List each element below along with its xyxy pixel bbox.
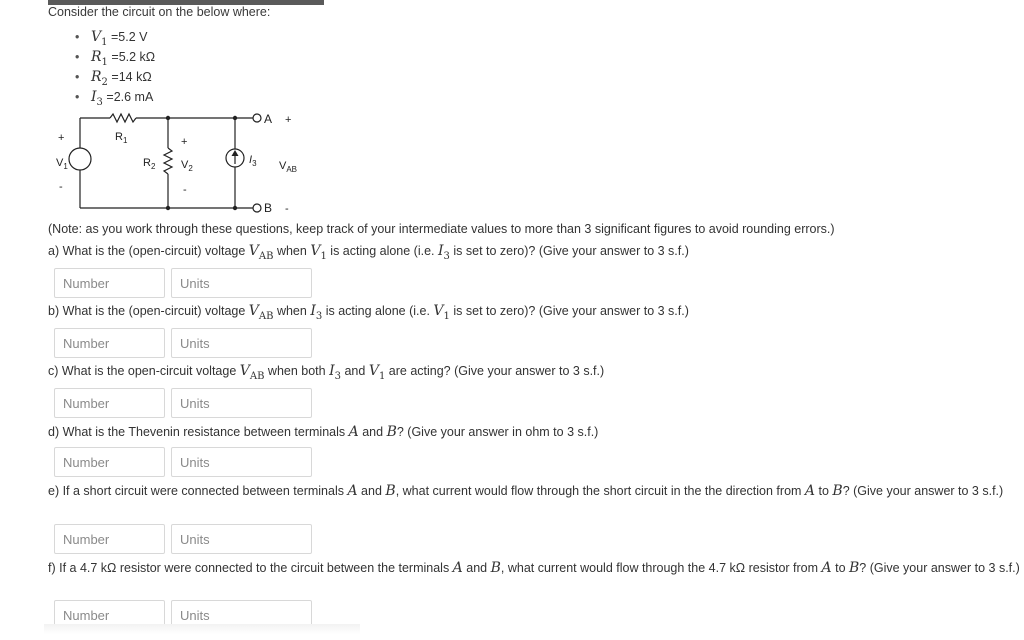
answer-d-units-input[interactable] <box>171 447 312 477</box>
v2-minus-sign: - <box>183 184 187 196</box>
answer-d <box>54 447 312 477</box>
terminal-a-label: A <box>264 112 273 126</box>
circuit-diagram <box>48 108 308 220</box>
question-b: b) What is the (open-circuit) voltage $V_{AB}$ when $I_3$ is acting alone (i.e. $V_1$ is set to zero)? (Give your answer to 3 s.f.) <box>48 303 689 322</box>
answer-e <box>54 524 312 554</box>
parameter-list <box>75 27 155 107</box>
answer-a-units-input[interactable] <box>171 268 312 298</box>
r1-label: $R_1$ <box>115 131 128 145</box>
answer-b <box>54 328 312 358</box>
question-f: f) If a 4.7 kΩ resistor were connected to the circuit between the terminals A and B, what current would flow through the 4.7 kΩ resistor from A to B? (Give your answer to 3 s.f.) <box>48 560 1020 576</box>
footer-divider <box>44 624 360 634</box>
v2-plus-sign: + <box>181 136 188 148</box>
terminal-b-minus: - <box>285 203 289 215</box>
param-r1: • $R_1 =5.2$ kΩ <box>75 49 156 68</box>
answer-b-units-input[interactable] <box>171 328 312 358</box>
v2-label: $V_2$ <box>181 159 193 173</box>
question-a: a) What is the (open-circuit) voltage $V_{AB}$ when $V_1$ is acting alone (i.e. $I_3$ is set to zero)? (Give your answer to 3 s.f.) <box>48 243 689 262</box>
answer-a-number-input[interactable] <box>54 268 165 298</box>
i3-label: $I_3$ <box>249 154 257 168</box>
answer-e-number-input[interactable] <box>54 524 165 554</box>
terminal-b-label: B <box>264 201 273 215</box>
answer-d-number-input[interactable] <box>54 447 165 477</box>
answer-c-number-input[interactable] <box>54 388 165 418</box>
rounding-note: (Note: as you work through these questions, keep track of your intermediate values to more than 3 significant figures to avoid rounding errors.) <box>48 222 835 236</box>
answer-c <box>54 388 312 418</box>
answer-b-number-input[interactable] <box>54 328 165 358</box>
answer-e-units-input[interactable] <box>171 524 312 554</box>
v1-minus-sign: - <box>59 181 63 193</box>
answer-a <box>54 268 312 298</box>
vab-label: $V_{AB}$ <box>279 160 298 174</box>
answer-c-units-input[interactable] <box>171 388 312 418</box>
question-e: e) If a short circuit were connected between terminals A and B, what current would flow through the short circuit in the the direction from A to B? (Give your answer to 3 s.f.) <box>48 483 1004 499</box>
terminal-a-plus: + <box>285 114 292 126</box>
r2-label: $R_2$ <box>143 157 156 171</box>
question-d: d) What is the Thevenin resistance between terminals A and B? (Give your answer in ohm to 3 s.f.) <box>48 424 599 440</box>
param-v1: • $V_1 =5.2$ V <box>75 29 148 48</box>
question-c: c) What is the open-circuit voltage $V_{AB}$ when both $I_3$ and $V_1$ are acting? (Give your answer to 3 s.f.) <box>48 363 605 382</box>
param-r2: • $R_2 =14$ kΩ <box>75 69 152 88</box>
param-i3: • $I_3 =2.6$ mA <box>75 89 154 108</box>
v1-plus-sign: + <box>58 132 65 144</box>
intro-text: Consider the circuit on the below where: <box>48 5 271 19</box>
v1-label: $V_1$ <box>56 157 68 171</box>
